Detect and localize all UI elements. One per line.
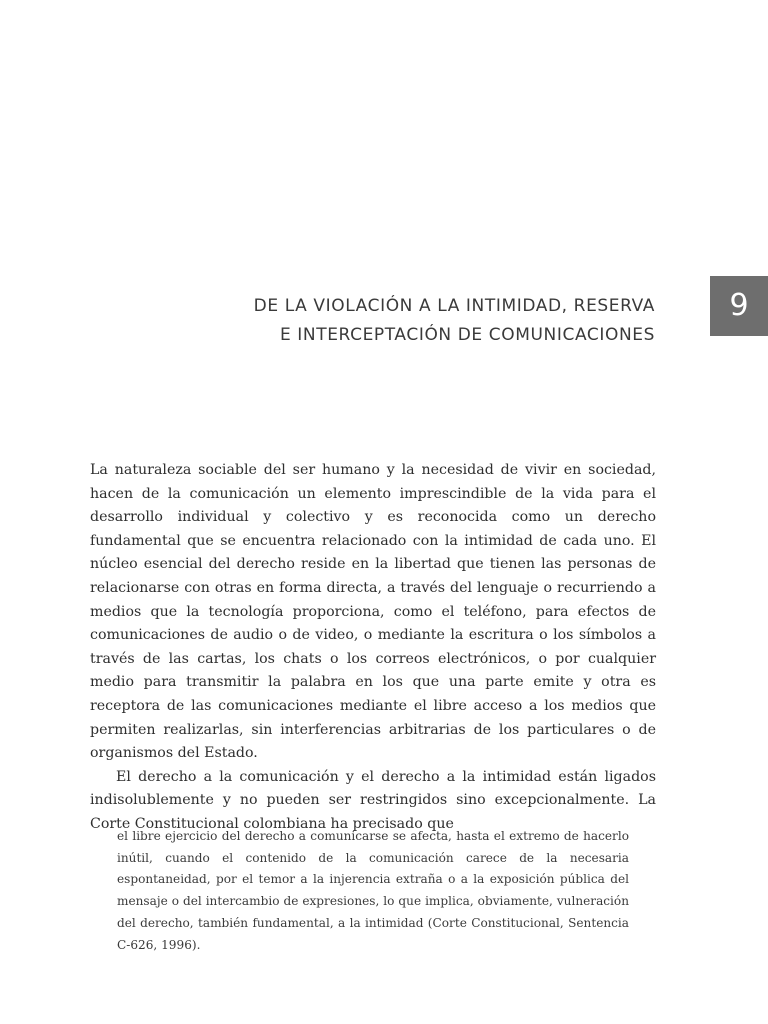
chapter-title-line-2: E INTERCEPTACIÓN DE COMUNICACIONES [279,325,655,346]
chapter-number-tab: 9 [710,276,768,336]
chapter-title-line-1: DE LA VIOLACIÓN A LA INTIMIDAD, RESERVA [253,296,655,317]
chapter-title [95,292,655,350]
body-text [90,459,656,837]
paragraph-1: La naturaleza sociable del ser humano y la necesidad de vivir en sociedad, hacen de la comunicación un elemento imprescindible de la vida para el desarrollo individual y colectivo y es reconocida como un derecho fundamental que se encuentra relacionado con la intimidad de cada uno. El núcleo esencial del derecho reside en la libertad que tienen las personas de relacionarse con otras en forma directa, a través del lenguaje o recurriendo a medios que la tecnología proporciona, como el teléfono, para efectos de comunicaciones de audio o de video, o mediante la escritura o los símbolos a través de las cartas, los chats o los correos electrónicos, o por cualquier medio para transmitir la palabra en los que una parte emite y otra es receptora de las comunicaciones mediante el libre acceso a los medios que permiten realizarlas, sin interferencias arbitrarias de los particulares o de organismos del Estado. [90,462,656,762]
block-quote: el libre ejercicio del derecho a comunicarse se afecta, hasta el extremo de hacerlo inútil, cuando el contenido de la comunicación carece de la necesaria espontaneidad, por el temor a la injerencia extraña o a la exposición pública del mensaje o del intercambio de expresiones, lo que implica, obviamente, vulneración del derecho, también fundamental, a la intimidad (Corte Constitucional, Sentencia C-626, 1996). [117,829,629,952]
paragraph-2: El derecho a la comunicación y el derecho a la intimidad están ligados indisolublemente y no pueden ser restringidos sino excepcionalmente. La Corte Constitucional colombiana ha precisado que [90,768,656,832]
